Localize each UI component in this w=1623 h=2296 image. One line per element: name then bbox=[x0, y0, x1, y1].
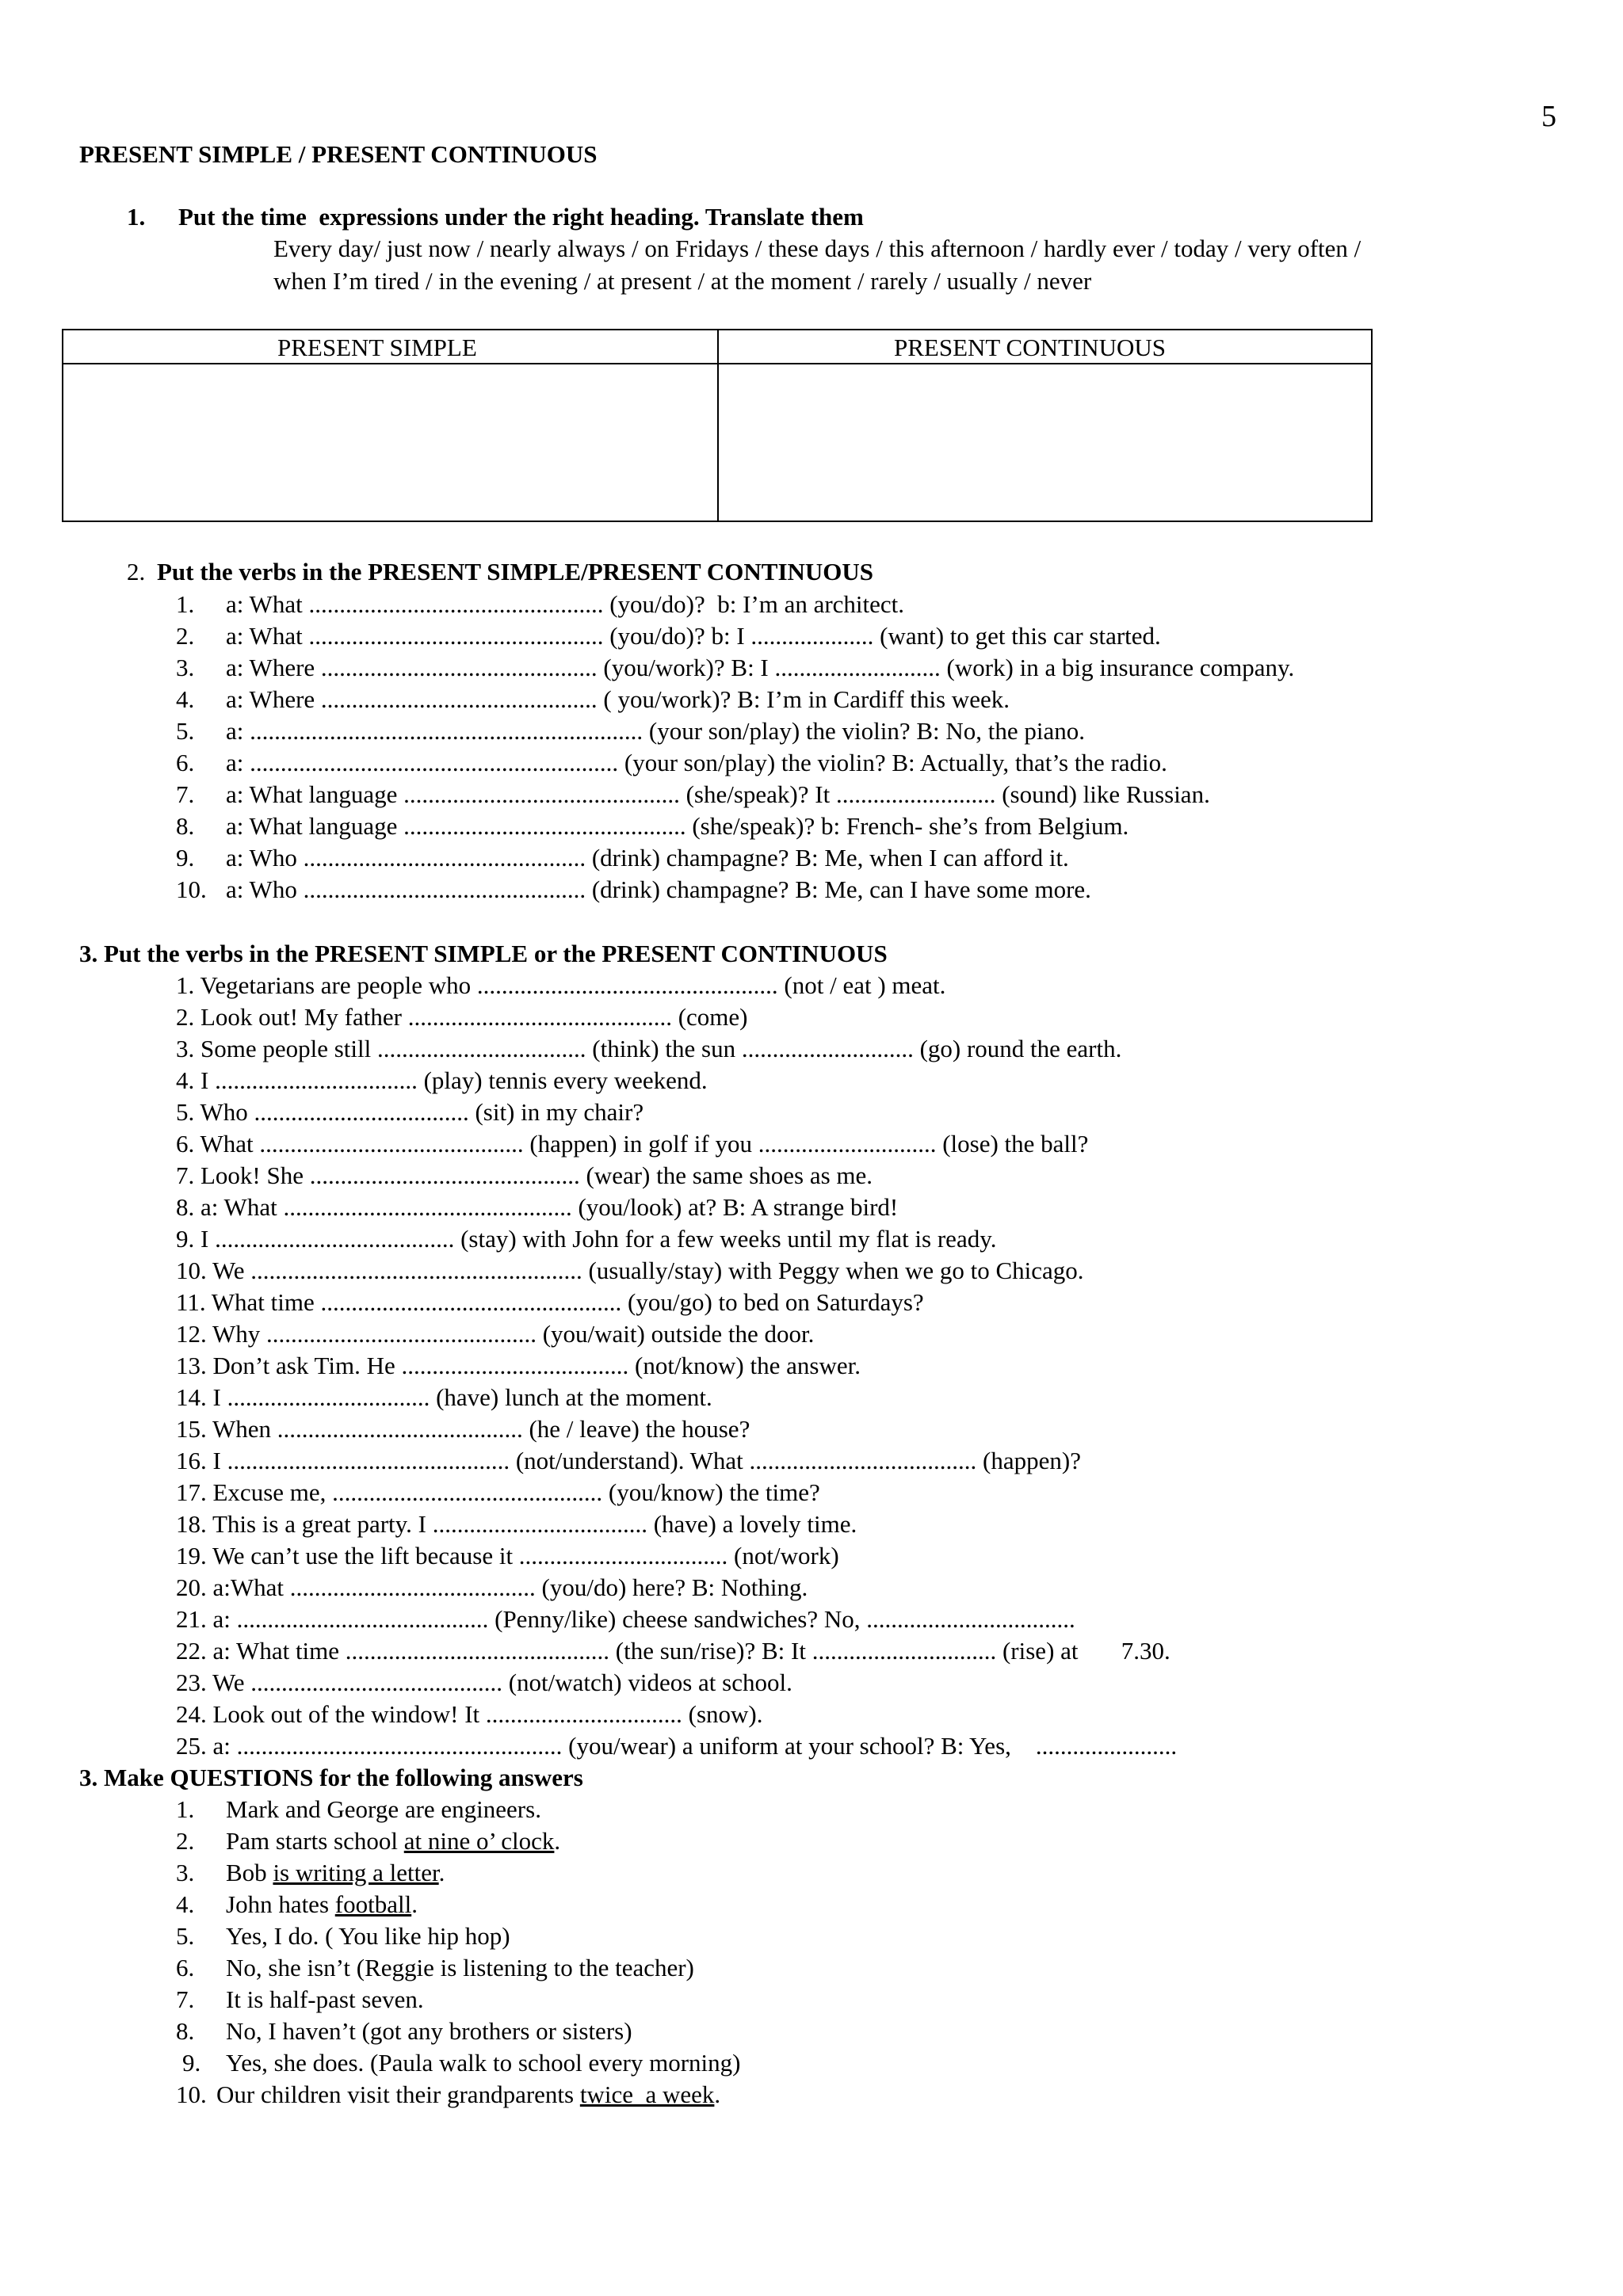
ex4-item-text: Yes, I do. ( You like hip hop) bbox=[226, 1922, 510, 1950]
time-expressions-table bbox=[62, 329, 1373, 522]
ex4-item-number: 4. bbox=[176, 1890, 195, 1918]
ex2-item-text: a: Where ............................................. ( you/work)? B: I’m in Cardiff this week. bbox=[226, 685, 1010, 713]
ex2-item-text: a: What ................................................ (you/do)? b: I .................... (want) to get this car started. bbox=[226, 622, 1161, 650]
ex3-item: 16. I .............................................. (not/understand). What ..................................... (happen)? bbox=[176, 1447, 1081, 1474]
page-number: 5 bbox=[1541, 100, 1556, 133]
ex4-item-text: It is half-past seven. bbox=[226, 1985, 424, 2013]
ex4-item-text: John hates football. bbox=[226, 1890, 418, 1918]
table-column-divider bbox=[717, 330, 719, 521]
ex4-item-number: 9. bbox=[182, 2049, 201, 2077]
ex4-item-number: 5. bbox=[176, 1922, 195, 1950]
ex2-item-number: 1. bbox=[176, 590, 195, 618]
ex3-item: 6. What ........................................... (happen) in golf if you ............................. (lose) the ball? bbox=[176, 1130, 1089, 1158]
ex3-item: 1. Vegetarians are people who ................................................. (not / eat ) meat. bbox=[176, 971, 946, 999]
ex2-item-text: a: ............................................................ (your son/play) the violin? B: Actually, that’s the radio. bbox=[226, 749, 1167, 776]
table-header-present-simple: PRESENT SIMPLE bbox=[277, 334, 477, 361]
ex1-expressions-line1: Every day/ just now / nearly always / on Fridays / these days / this afternoon / hardly ever / today / very often / bbox=[273, 235, 1361, 262]
ex4-item-number: 2. bbox=[176, 1827, 195, 1855]
ex4-item-number: 7. bbox=[176, 1985, 195, 2013]
underlined-phrase: twice a week bbox=[579, 2081, 715, 2108]
ex4-item-number: 8. bbox=[176, 2017, 195, 2045]
ex2-item-number: 6. bbox=[176, 749, 195, 776]
ex3-item: 8. a: What ............................................... (you/look) at? B: A strange bird! bbox=[176, 1193, 899, 1221]
ex4-item-number: 3. bbox=[176, 1859, 195, 1886]
ex2-item-number: 7. bbox=[176, 780, 195, 808]
ex4-item-number: 6. bbox=[176, 1954, 195, 1981]
ex1-number: 1. bbox=[127, 203, 146, 231]
ex2-item-text: a: ................................................................ (your son/play) the violin? B: No, the piano. bbox=[226, 717, 1086, 745]
ex3-item: 20. a:What ........................................ (you/do) here? B: Nothing. bbox=[176, 1573, 808, 1601]
ex1-expressions-line2: when I’m tired / in the evening / at present / at the moment / rarely / usually / never bbox=[273, 267, 1092, 295]
ex3-item: 3. Some people still .................................. (think) the sun ............................ (go) round the earth. bbox=[176, 1035, 1122, 1062]
ex3-item: 5. Who ................................... (sit) in my chair? bbox=[176, 1098, 644, 1126]
ex3-item: 14. I ................................. (have) lunch at the moment. bbox=[176, 1383, 712, 1411]
ex2-item-number: 3. bbox=[176, 654, 195, 681]
ex2-item-text: a: Who .............................................. (drink) champagne? B: Me, when I can afford it. bbox=[226, 844, 1069, 871]
ex2-item-text: a: Who .............................................. (drink) champagne? B: Me, can I have some more. bbox=[226, 875, 1091, 903]
ex3-item: 13. Don’t ask Tim. He ..................................... (not/know) the answer. bbox=[176, 1352, 861, 1379]
page-title: PRESENT SIMPLE / PRESENT CONTINUOUS bbox=[79, 140, 598, 168]
ex2-item-text: a: Where ............................................. (you/work)? B: I ........................... (work) in a big insurance company. bbox=[226, 654, 1295, 681]
ex3-item: 25. a: ..................................................... (you/wear) a uniform at your school? B: Yes, ....................... bbox=[176, 1732, 1178, 1760]
ex2-item-text: a: What ................................................ (you/do)? b: I’m an architect. bbox=[226, 590, 905, 618]
ex3-item: 19. We can’t use the lift because it .................................. (not/work) bbox=[176, 1542, 839, 1569]
ex4-item-number: 1. bbox=[176, 1795, 195, 1823]
ex3-item: 18. This is a great party. I ................................... (have) a lovely time. bbox=[176, 1510, 857, 1538]
ex3-item: 12. Why ............................................ (you/wait) outside the door. bbox=[176, 1320, 815, 1348]
ex3-item: 17. Excuse me, ............................................ (you/know) the time? bbox=[176, 1478, 820, 1506]
ex3-item: 15. When ........................................ (he / leave) the house? bbox=[176, 1415, 750, 1443]
ex2-item-number: 4. bbox=[176, 685, 195, 713]
ex4-heading: 3. Make QUESTIONS for the following answers bbox=[79, 1764, 583, 1791]
underlined-phrase: is writing a letter bbox=[273, 1859, 439, 1886]
underlined-phrase: football bbox=[334, 1890, 412, 1918]
underlined-phrase: at nine o’ clock bbox=[403, 1827, 555, 1855]
ex3-item: 10. We ...................................................... (usually/stay) with Peggy when we go to Chicago. bbox=[176, 1257, 1084, 1284]
present-simple-answer-cell[interactable] bbox=[63, 364, 716, 521]
ex4-item-text: Our children visit their grandparents twice a week. bbox=[216, 2081, 721, 2108]
ex4-item-text: Bob is writing a letter. bbox=[226, 1859, 445, 1886]
ex4-item-text: Mark and George are engineers. bbox=[226, 1795, 541, 1823]
ex1-heading: Put the time expressions under the right heading. Translate them bbox=[178, 203, 864, 231]
ex3-heading: 3. Put the verbs in the PRESENT SIMPLE or the PRESENT CONTINUOUS bbox=[79, 940, 888, 967]
ex2-item-number: 2. bbox=[176, 622, 195, 650]
ex3-item: 2. Look out! My father ........................................... (come) bbox=[176, 1003, 748, 1031]
ex4-item-text: No, I haven’t (got any brothers or sisters) bbox=[226, 2017, 632, 2045]
ex4-item-text: Pam starts school at nine o’ clock. bbox=[226, 1827, 561, 1855]
ex3-item: 11. What time ................................................. (you/go) to bed on Saturdays? bbox=[176, 1288, 924, 1316]
ex2-item-number: 8. bbox=[176, 812, 195, 840]
ex2-item-number: 10. bbox=[176, 875, 207, 903]
ex2-number: 2. bbox=[127, 558, 146, 585]
ex3-item: 7. Look! She ............................................ (wear) the same shoes as me. bbox=[176, 1161, 873, 1189]
ex3-item: 21. a: ......................................... (Penny/like) cheese sandwiches? No, .................................. bbox=[176, 1605, 1075, 1633]
ex3-item: 9. I ....................................... (stay) with John for a few weeks until my flat is ready. bbox=[176, 1225, 997, 1253]
ex2-item-text: a: What language ............................................. (she/speak)? It .......................... (sound) like Russian. bbox=[226, 780, 1210, 808]
ex2-item-number: 5. bbox=[176, 717, 195, 745]
table-header-present-continuous: PRESENT CONTINUOUS bbox=[894, 334, 1167, 361]
ex2-item-text: a: What language .............................................. (she/speak)? b: French- she’s from Belgium. bbox=[226, 812, 1129, 840]
present-continuous-answer-cell[interactable] bbox=[720, 364, 1371, 521]
ex3-item: 23. We ......................................... (not/watch) videos at school. bbox=[176, 1669, 792, 1696]
ex2-item-number: 9. bbox=[176, 844, 195, 871]
ex3-item: 4. I ................................. (play) tennis every weekend. bbox=[176, 1066, 708, 1094]
ex2-heading: Put the verbs in the PRESENT SIMPLE/PRESENT CONTINUOUS bbox=[157, 558, 874, 585]
ex4-item-text: No, she isn’t (Reggie is listening to the teacher) bbox=[226, 1954, 694, 1981]
ex3-item: 24. Look out of the window! It ................................ (snow). bbox=[176, 1700, 763, 1728]
ex3-item: 22. a: What time ........................................... (the sun/rise)? B: It .............................. (rise) at 7.30. bbox=[176, 1637, 1170, 1665]
ex4-item-text: Yes, she does. (Paula walk to school every morning) bbox=[226, 2049, 741, 2077]
ex4-item-number: 10. bbox=[176, 2081, 207, 2108]
